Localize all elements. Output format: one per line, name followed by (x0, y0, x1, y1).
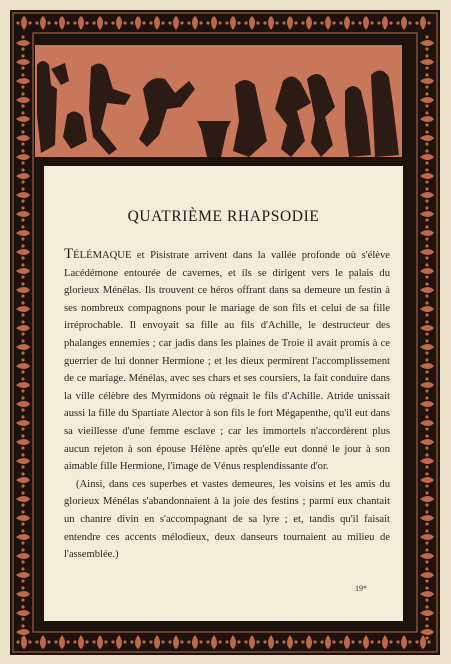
palmette-motif (16, 453, 30, 468)
palmette-motif (225, 16, 240, 30)
palmette-motif (16, 624, 30, 639)
palmette-motif (358, 635, 373, 649)
palmette-motif (206, 635, 221, 649)
paragraph-1-text: ÉLÉMAQUE et Pisistrate arrivent dans la vallée profonde où s'élève Lacédémone entourée de cavernes, et ils se dirigent vers le palais du glorieux Ménélas. Ils trouvent ce héros offrant dans sa demeure un festin à ses nombreux compagnons pour le mariage de son fils et celui de sa fille irréprochable. Il envoyait sa fille au fils d'Achille, le destructeur des phalanges ennemies ; car jadis dans les plaines de Troie il avait promis à ce guerrier de lui donner Hermione ; et les dieux permirent l'accomplissement de ce mariage. Ménélas, avec ses chars et ses coursiers, la fait conduire dans la ville célèbre des Myrmidons où régnait le fils d'Achille. Atride unissait aussi la fille du Spartiate Alector à son fils le fort Mégapenthe, qu'il eut dans sa vieillesse d'une femme esclave ; car les immortels n'accordèrent plus aucun rejeton à son épouse Hélène après qu'elle eut donné le jour à son aimable fille Hermione, l'image de Vénus resplendissante d'or. (64, 250, 390, 473)
palmette-motif (16, 548, 30, 563)
palmette-motif (244, 16, 259, 30)
palmette-motif (73, 16, 88, 30)
palmette-motif (282, 635, 297, 649)
palmette-motif (35, 16, 50, 30)
palmette-motif (16, 187, 30, 202)
palmette-motif (339, 16, 354, 30)
palmette-motif (16, 225, 30, 240)
palmette-motif (420, 529, 434, 544)
palmette-motif (168, 16, 183, 30)
palmette-motif (420, 130, 434, 145)
palmette-motif (16, 434, 30, 449)
palmette-motif (16, 605, 30, 620)
palmette-motif (16, 111, 30, 126)
palmette-motif (420, 35, 434, 50)
palmette-motif (420, 586, 434, 601)
palmette-motif (420, 472, 434, 487)
palmette-motif (420, 605, 434, 620)
drop-cap: T (64, 246, 74, 262)
palmette-motif (187, 635, 202, 649)
palmette-motif (420, 320, 434, 335)
palmette-motif (111, 16, 126, 30)
palmette-motif (16, 491, 30, 506)
palmette-motif (130, 16, 145, 30)
palmette-motif (263, 635, 278, 649)
palmette-motif (420, 358, 434, 373)
palmette-motif (420, 282, 434, 297)
palmette-motif (420, 415, 434, 430)
palmette-motif (420, 187, 434, 202)
palmette-motif (54, 16, 69, 30)
palmette-motif (16, 130, 30, 145)
frieze-figures (35, 45, 402, 163)
palmette-motif (16, 73, 30, 88)
palmette-motif (130, 635, 145, 649)
palmette-motif (225, 635, 240, 649)
palmette-motif (16, 358, 30, 373)
palmette-motif (420, 92, 434, 107)
palmette-motif (92, 635, 107, 649)
palmette-motif (16, 16, 31, 30)
page-folio: 19* (355, 584, 367, 593)
palmette-motif (420, 73, 434, 88)
palmette-motif (282, 16, 297, 30)
palmette-motif (420, 510, 434, 525)
palmette-motif (16, 396, 30, 411)
palmette-motif (420, 567, 434, 582)
palmette-motif (73, 635, 88, 649)
palmette-motif (420, 111, 434, 126)
palmette-motif (377, 635, 392, 649)
palmette-motif (263, 16, 278, 30)
palmette-motif (377, 16, 392, 30)
palmette-motif (206, 16, 221, 30)
palmette-motif (420, 149, 434, 164)
palmette-motif (16, 244, 30, 259)
palmette-motif (320, 635, 335, 649)
palmette-motif (16, 377, 30, 392)
palmette-motif (420, 548, 434, 563)
palmette-motif (111, 635, 126, 649)
palmette-motif (16, 586, 30, 601)
palmette-motif (16, 472, 30, 487)
palmette-motif (16, 206, 30, 221)
palmette-motif (420, 453, 434, 468)
palmette-motif (168, 635, 183, 649)
palmette-motif (92, 16, 107, 30)
palmette-motif (339, 635, 354, 649)
palmette-motif (54, 635, 69, 649)
palmette-motif (420, 434, 434, 449)
palmette-motif (149, 16, 164, 30)
palmette-motif (301, 635, 316, 649)
palmette-motif (16, 567, 30, 582)
palmette-motif (16, 149, 30, 164)
palmette-motif (16, 92, 30, 107)
palmette-motif (244, 635, 259, 649)
palmette-motif (396, 16, 411, 30)
palmette-motif (420, 225, 434, 240)
palmette-motif (358, 16, 373, 30)
palmette-motif (420, 377, 434, 392)
palmette-motif (320, 16, 335, 30)
palmette-motif (16, 339, 30, 354)
palmette-motif (16, 320, 30, 335)
palmette-motif (16, 510, 30, 525)
palmette-motif (415, 16, 430, 30)
palmette-motif (420, 491, 434, 506)
palmette-motif (420, 244, 434, 259)
palmette-motif (16, 301, 30, 316)
body-text (64, 246, 390, 564)
palmette-motif (35, 635, 50, 649)
palmette-motif (16, 529, 30, 544)
palmette-motif (420, 168, 434, 183)
palmette-motif (420, 339, 434, 354)
text-panel (44, 166, 403, 621)
palmette-motif (16, 168, 30, 183)
palmette-motif (16, 54, 30, 69)
palmette-motif (187, 16, 202, 30)
palmette-motif (420, 396, 434, 411)
palmette-motif (420, 301, 434, 316)
palmette-motif (16, 35, 30, 50)
greek-vase-frieze-illustration (35, 45, 402, 163)
palmette-motif (396, 635, 411, 649)
paragraph-1 (64, 246, 390, 476)
palmette-motif (16, 282, 30, 297)
palmette-motif (16, 415, 30, 430)
palmette-motif (149, 635, 164, 649)
paragraph-2: (Ainsi, dans ces superbes et vastes demeures, les voisins et les amis du glorieux Ménélas s'abandonnaient à la joie des festins ; parmi eux chantait un chantre divin en s'accompagnant de sa lyre ; et, tandis qu'il faisait entendre ces accents mélodieux, deux danseurs tournaient au milieu de l'assemblée.) (64, 478, 390, 561)
palmette-motif (16, 263, 30, 278)
chapter-title: QUATRIÈME RHAPSODIE (127, 208, 320, 225)
palmette-motif (420, 263, 434, 278)
palmette-motif (420, 206, 434, 221)
palmette-motif (301, 16, 316, 30)
palmette-motif (420, 54, 434, 69)
